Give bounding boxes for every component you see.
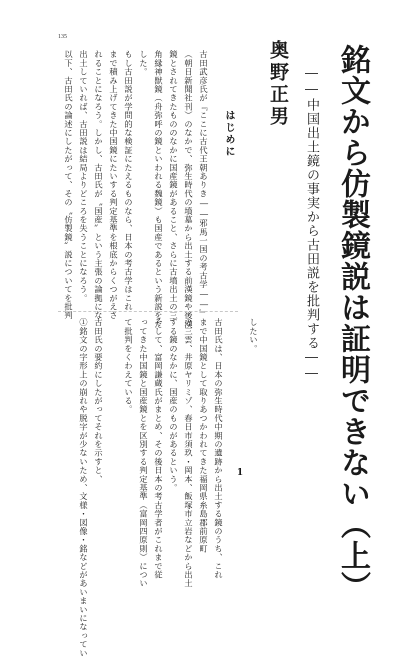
intro-heading: はじめに — [223, 110, 234, 158]
section-1-line-3: まで中国鏡として取りあつかわれてきた福岡県糸島郡前原町 — [199, 318, 209, 553]
section-1-line-9: 古田氏の要約にしたがってそれを示すと、 — [94, 318, 104, 484]
intro-line-7: まで積み上げてきた中国鏡にたいする判定基準を根底からくつがえさ — [109, 50, 119, 320]
page-number: 135 — [58, 34, 67, 40]
intro-line-1: 古田武彦氏が『ここに古代王朝ありき――邪馬一国の考古学――』 — [199, 50, 209, 319]
section-1-line-8: て批判をくわえている。 — [124, 318, 134, 414]
section-1-line-4: の三雲、井原ヤリミゾ、春日市須玖・岡本、飯塚市立岩などから出土 — [184, 318, 194, 588]
section-1-line-1: したい。 — [249, 318, 259, 353]
intro-line-2: （朝日新聞社刊）のなかで、弥生時代の墳墓から出土する前漢鏡や後漢 — [184, 50, 194, 329]
intro-line-4: 角縁神獣鏡（舟弥呼の鏡といわれる魏鏡）も国産であるという新説をだ — [154, 50, 164, 329]
intro-line-10: 以下、古田氏の論述にしたがって、その〝仿製鏡〟説についてを批判 — [64, 50, 74, 320]
section-1-line-2: 古田氏は、日本の弥生時代中期の遺跡から出土する鏡のうち、これ — [214, 318, 224, 579]
band-divider — [58, 311, 238, 312]
section-1-line-6: そして、富岡謙蔵氏がまとめ、その後日本の考古学者がこれまで従 — [154, 318, 164, 579]
intro-line-9: 出土していれば、古田説は結局よりどころを失うことになろう。 — [79, 50, 89, 303]
intro-line-8: れることになろう。しかし、古田氏が〝国産〟という主張の論拠にな — [94, 50, 104, 320]
section-1-line-5: する鏡のなかに、国産のものがあるという。 — [169, 318, 179, 492]
author-name: 奥野正男 — [267, 40, 289, 128]
section-1-line-7: ってきた中国鏡と国産鏡とを区別する判定基準（富岡四原則）につい — [139, 318, 149, 588]
section-1-number: 1 — [235, 468, 245, 478]
article-title: 銘文から仿製鏡説は証明できない（上） — [335, 44, 370, 602]
article-subtitle: ――中国出土鏡の事実から古田説を批判する―― — [304, 66, 319, 382]
section-1-line-10: ①銘文の字形上の崩れや脱字が少ないため、文様・図像・銘などがあいまいになってい — [79, 318, 89, 657]
intro-line-6: もし古田説が学問的な検証にたえるものなら、日本の考古学はこれ — [124, 50, 134, 311]
intro-line-5: した。 — [139, 50, 149, 77]
intro-line-3: 鏡とされてきたもののなかに国産鏡があること、さらに古墳出土の三 — [169, 50, 179, 320]
